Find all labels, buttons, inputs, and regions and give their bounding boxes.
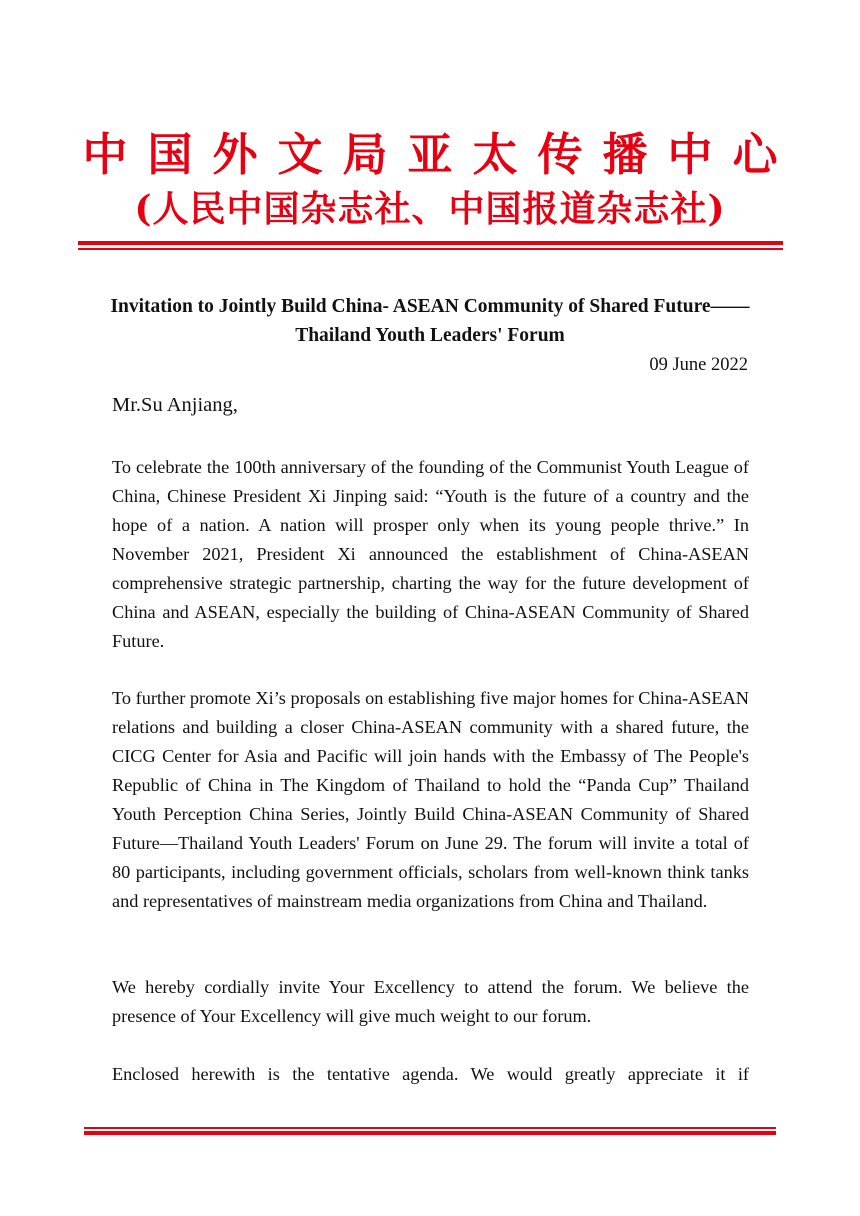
letterhead-org-subtitle: (人民中国杂志社、中国报道杂志社) <box>134 188 726 230</box>
letterhead-rule-thin <box>78 248 783 250</box>
body-paragraph-1: To celebrate the 100th anniversary of the founding of the Communist Youth League of China, Chinese President Xi Jinping said: “Youth is the future of a country and the hope of a nation. A nation will prosper only when its young people thrive.” In November 2021, President Xi announced the establishment of China-ASEAN comprehensive strategic partnership, charting the way for the future development of China and ASEAN, especially the building of China-ASEAN Community of Shared Future. <box>112 457 749 651</box>
document-title: Invitation to Jointly Build China- ASEAN Community of Shared Future——Thailand Youth Leaders' Forum <box>110 296 750 346</box>
footer-rule-thin <box>84 1127 776 1129</box>
letterhead-org-name: 中国外文局亚太传播中心 <box>82 128 798 181</box>
letterhead-rule-thick <box>78 241 783 245</box>
body-paragraph-3: We hereby cordially invite Your Excellency to attend the forum. We believe the presence of Your Excellency will give much weight to our forum. <box>112 977 749 1026</box>
body-paragraph-2: To further promote Xi’s proposals on establishing five major homes for China-ASEAN relations and building a closer China-ASEAN community with a shared future, the CICG Center for Asia and Pacific will join hands with the Embassy of The People's Republic of China in The Kingdom of Thailand to hold the “Panda Cup” Thailand Youth Perception China Series, Jointly Build China-ASEAN Community of Shared Future—Thailand Youth Leaders' Forum on June 29. The forum will invite a total of 80 participants, including government officials, scholars from well-known think tanks and representatives of mainstream media organizations from China and Thailand. <box>112 688 749 911</box>
salutation: Mr.Su Anjiang, <box>112 394 238 416</box>
body-paragraph-4: Enclosed herewith is the tentative agenda. We would greatly appreciate it if <box>112 1064 749 1084</box>
document-date: 09 June 2022 <box>649 355 748 375</box>
footer-rule-thick <box>84 1131 776 1135</box>
